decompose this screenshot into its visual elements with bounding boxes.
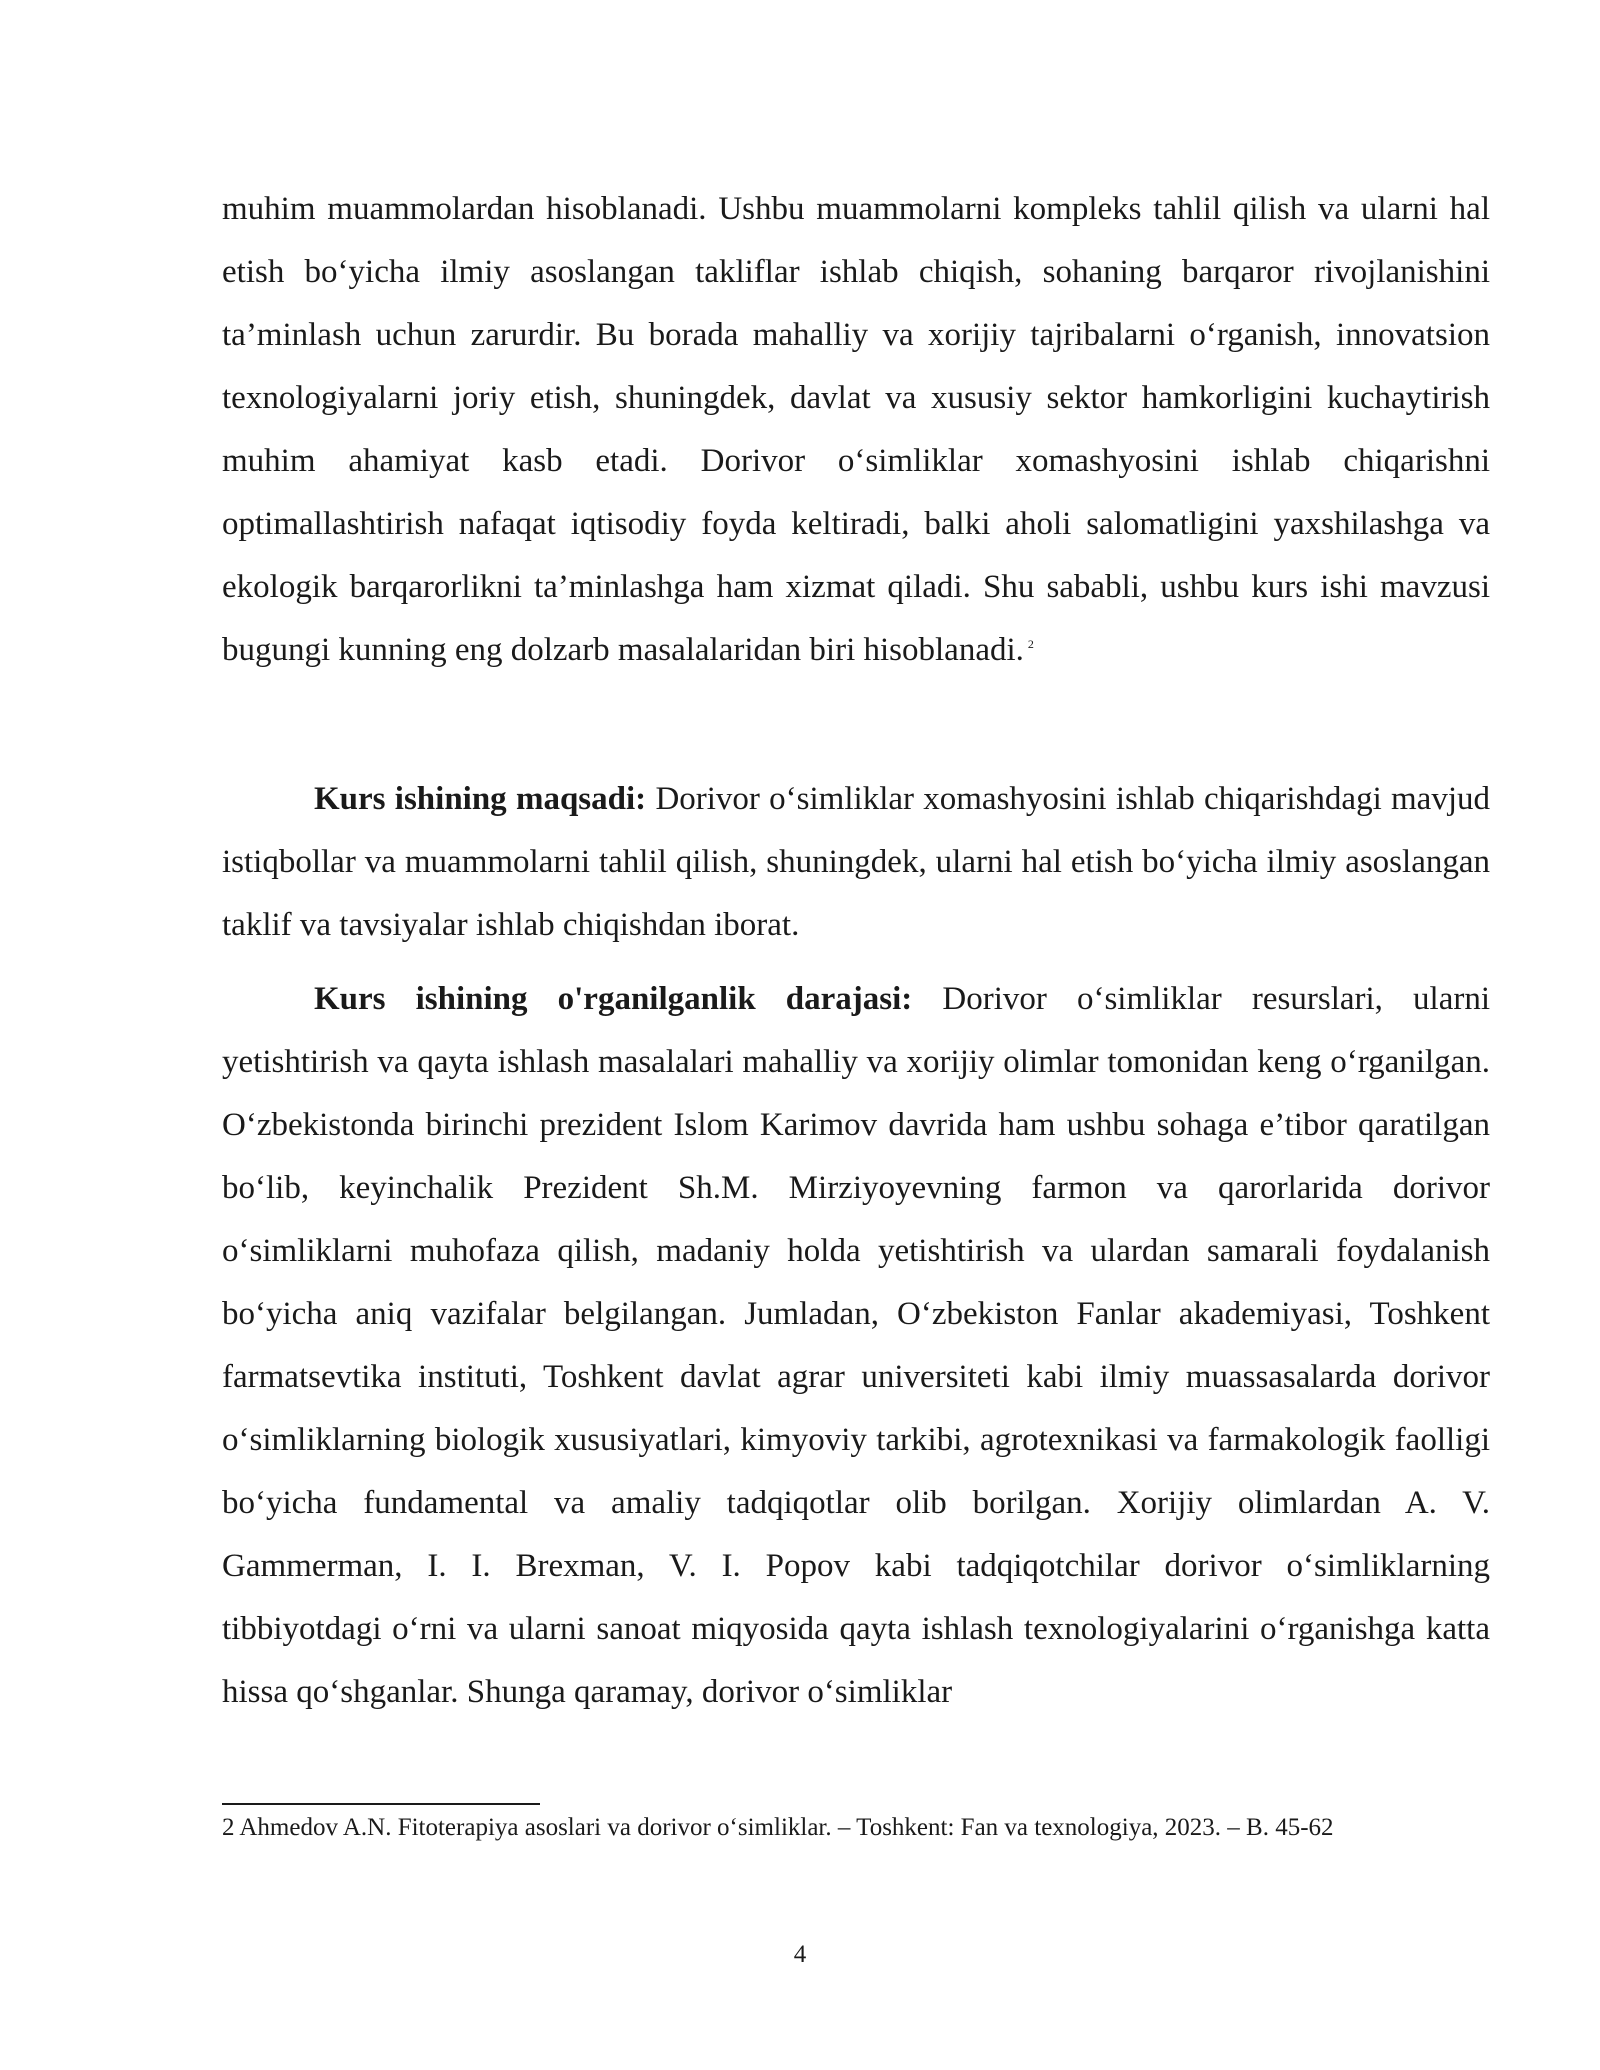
footnote-reference: 2	[1027, 637, 1034, 651]
paragraph-3-text: Dorivor o‘simliklar resurslari, ularni yetishtirish va qayta ishlash masalalari mahalliy va xorijiy olimlar tomonidan keng o‘rganilgan. O‘zbekistonda birinchi prezident Islom Karimov davrida ham ushbu sohaga e’tibor qaratilgan bo‘lib, keyinchalik Prezident Sh.M. Mirziyoyevning farmon va qarorlarida dorivor o‘simliklarni muhofaza qilish, madaniy holda yetishtirish va ulardan samarali foydalanish bo‘yicha aniq vazifalar belgilangan. Jumladan, O‘zbekiston Fanlar akademiyasi, Toshkent farmatsevtika instituti, Toshkent davlat agrar universiteti kabi ilmiy muassasalarda dorivor o‘simliklarning biologik xususiyatlari, kimyoviy tarkibi, agrotexnikasi va farmakologik faolligi bo‘yicha fundamental va amaliy tadqiqotlar olib borilgan. Xorijiy olimlardan A. V. Gammerman, I. I. Brexman, V. I. Popov kabi tadqiqotchilar dorivor o‘simliklarning tibbiyotdagi o‘rni va ularni sanoat miqyosida qayta ishlash texnologiyalarini o‘rganishga katta hissa qo‘shganlar. Shunga qaramay, dorivor o‘simliklar	[222, 981, 1491, 1710]
paragraph-2-heading: Kurs ishining maqsadi:	[314, 781, 647, 817]
body-paragraph-1	[222, 178, 1490, 682]
page-number: 4	[793, 1941, 807, 1968]
paragraph-2-text: Dorivor o‘simliklar xomashyosini ishlab chiqarishdagi mavjud istiqbollar va muammolarni tahlil qilish, shuningdek, ularni hal etish bo‘yicha ilmiy asoslangan taklif va tavsiyalar ishlab chiqishdan iborat.	[222, 781, 1490, 943]
body-paragraph-3	[222, 968, 1490, 1724]
body-paragraph-2	[222, 768, 1490, 957]
footnote: 2 Ahmedov A.N. Fitoterapiya asoslari va dorivor o‘simliklar. – Toshkent: Fan va texnologiya, 2023. – B. 45-62	[222, 1814, 1334, 1841]
footnote-separator	[222, 1803, 540, 1805]
paragraph-1-text: muhim muammolardan hisoblanadi. Ushbu muammolarni kompleks tahlil qilish va ularni hal etish bo‘yicha ilmiy asoslangan takliflar ishlab chiqish, sohaning barqaror rivojlanishini ta’minlash uchun zarurdir. Bu borada mahalliy va xorijiy tajribalarni o‘rganish, innovatsion texnologiyalarni joriy etish, shuningdek, davlat va xususiy sektor hamkorligini kuchaytirish muhim ahamiyat kasb etadi. Dorivor o‘simliklar xomashyosini ishlab chiqarishni optimallashtirish nafaqat iqtisodiy foyda keltiradi, balki aholi salomatligini yaxshilashga va ekologik barqarorlikni ta’minlashga ham xizmat qiladi. Shu sababli, ushbu kurs ishi mavzusi bugungi kunning eng dolzarb masalalaridan biri hisoblanadi.	[222, 191, 1490, 668]
paragraph-3-heading: Kurs ishining o'rganilganlik darajasi:	[314, 981, 913, 1017]
